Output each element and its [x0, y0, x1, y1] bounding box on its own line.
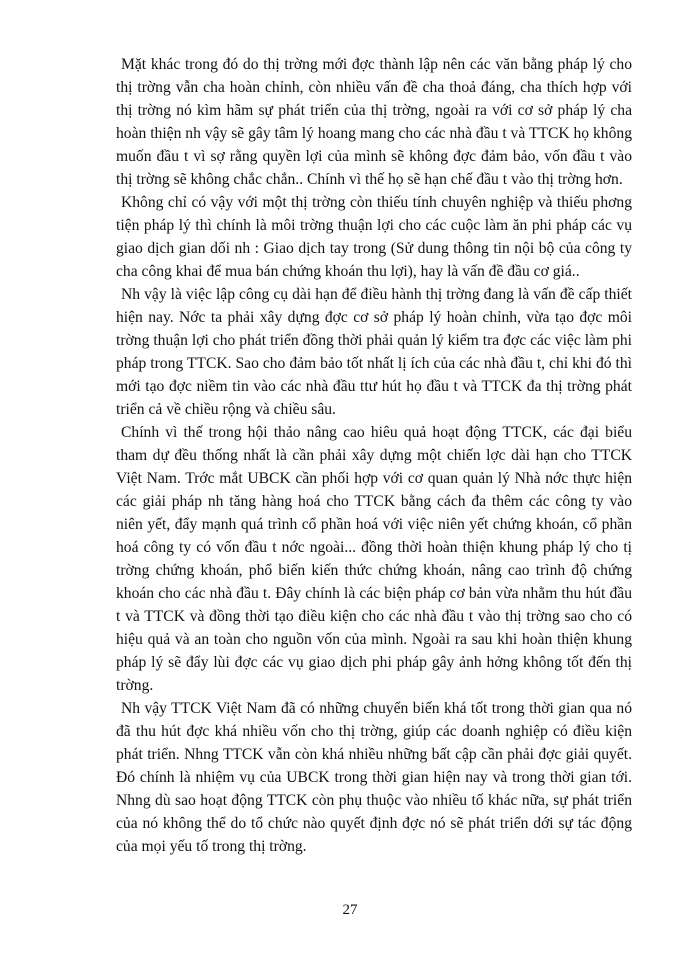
paragraph-5: Nh vậy TTCK Việt Nam đã có những chuyển biến khá tốt trong thời gian qua nó đã thu hút đợc khá nhiều vốn cho thị trờng, giúp các doanh nghiệp có điều kiện phát triển. Nhng TTCK vẫn còn khá nhiều những bất cập cần phải đợc giải quyết. Đó chính là nhiệm vụ của UBCK trong thời gian hiện nay và trong thời gian tới. Nhng dù sao hoạt động TTCK còn phụ thuộc vào nhiều tố khác nữa, sự phát triển của nó không thể do tổ chức nào quyết định đợc nó sẽ phát triển dới sự tác động của mọi yếu tố trong thị trờng.	[116, 700, 632, 855]
paragraph-1: Mặt khác trong đó do thị trờng mới đợc thành lập nên các văn bằng pháp lý cho thị trờng vẫn cha hoàn chỉnh, còn nhiều vấn đề cha thoả đáng, cha thích hợp với thị trờng nó kìm hãm sự phát triển của thị trờng, ngoài ra với cơ sở pháp lý cha hoàn thiện nh vậy sẽ gây tâm lý hoang mang cho các nhà đầu t và TTCK họ không muốn đầu t vì sợ rằng quyền lợi của mình sẽ không đợc đảm bảo, vốn đầu t vào thị trờng sẽ không chắc chắn.. Chính vì thế họ sẽ hạn chế đầu t vào thị trờng hơn.	[116, 56, 632, 188]
body-text	[116, 53, 632, 858]
paragraph-4: Chính vì thế trong hội thảo nâng cao hiêu quả hoạt động TTCK, các đại biểu tham dự đều thống nhất là cần phải xây dựng một chiến lợc dài hạn cho TTCK Việt Nam. Trớc mắt UBCK cần phối hợp với cơ quan quản lý Nhà nớc thực hiện các giải pháp nh tăng hàng hoá cho TTCK bằng cách đa thêm các công ty vào niên yết, đẩy mạnh quá trình cổ phần hoá với việc niên yết chứng khoán, cổ phần hoá công ty có vốn đầu t nớc ngoài... đồng thời hoàn thiện khung pháp lý cho tị trờng chứng khoán, phổ biến kiến thức chứng khoán, nâng cao trình độ chứng khoán cho các nhà đầu t. Đây chính là các biện pháp cơ bản vừa nhằm thu hút đầu t và TTCK và đồng thời tạo điều kiện cho các nhà đầu t vào thị trờng sao cho có hiệu quả và an toàn cho nguồn vốn của mình. Ngoài ra sau khi hoàn thiện khung pháp lý sẽ đẩy lùi đợc các vụ giao dịch phi pháp gây ảnh hởng không tốt đến thị trờng.	[116, 424, 632, 694]
page-number: 27	[342, 902, 358, 918]
paragraph-3: Nh vậy là việc lập công cụ dài hạn để điều hành thị trờng đang là vấn đề cấp thiết hiện nay. Nớc ta phải xây dựng đợc cơ sở pháp lý hoàn chỉnh, vừa tạo đợc môi trờng thuận lợi cho phát triển đồng thời phải quản lý kiểm tra đợc các việc làm phi pháp trong TTCK. Sao cho đảm bảo tốt nhất lị ích của các nhà đầu t, chỉ khi đó thì mới tạo đợc niềm tin vào các nhà đầu ttư hút họ đầu t và TTCK đa thị trờng phát triển cả về chiều rộng và chiều sâu.	[116, 286, 632, 418]
paragraph-2: Không chỉ có vậy với một thị trờng còn thiếu tính chuyên nghiệp và thiếu phơng tiện pháp lý thì chính là môi trờng thuận lợi cho các cuộc làm ăn phi pháp các vụ giao dịch gian dối nh : Giao dịch tay trong (Sử dung thông tin nội bộ của công ty cha công khai để mua bán chứng khoán thu lợi), hay là vấn đề đầu cơ giá..	[116, 194, 632, 280]
